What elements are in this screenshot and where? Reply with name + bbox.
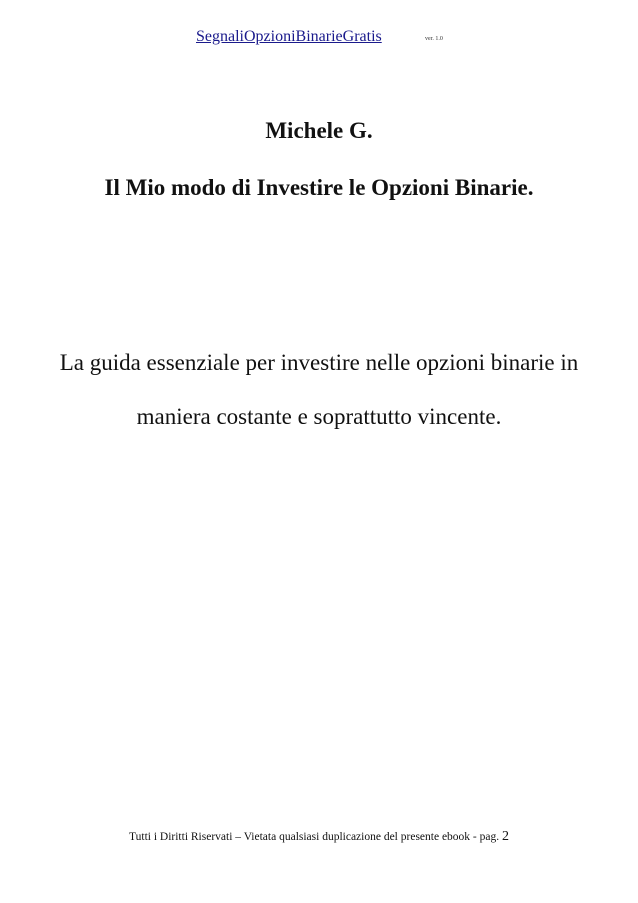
page-number: 2 — [501, 829, 509, 844]
version-label: ver. 1.0 — [425, 36, 443, 42]
author-name: Michele G. — [265, 118, 373, 143]
book-title: Il Mio modo di Investire le Opzioni Binarie. — [104, 175, 534, 200]
footer-copyright: Tutti i Diritti Riservati – Vietata qualsiasi duplicazione del presente ebook - pag. — [129, 831, 500, 843]
book-subtitle: La guida essenziale per investire nelle opzioni binarie in maniera costante e soprattutto vincente. — [59, 350, 579, 429]
page-header — [0, 28, 638, 48]
site-link[interactable]: SegnaliOpzioniBinarieGratis — [196, 28, 382, 45]
page-footer — [0, 829, 638, 845]
